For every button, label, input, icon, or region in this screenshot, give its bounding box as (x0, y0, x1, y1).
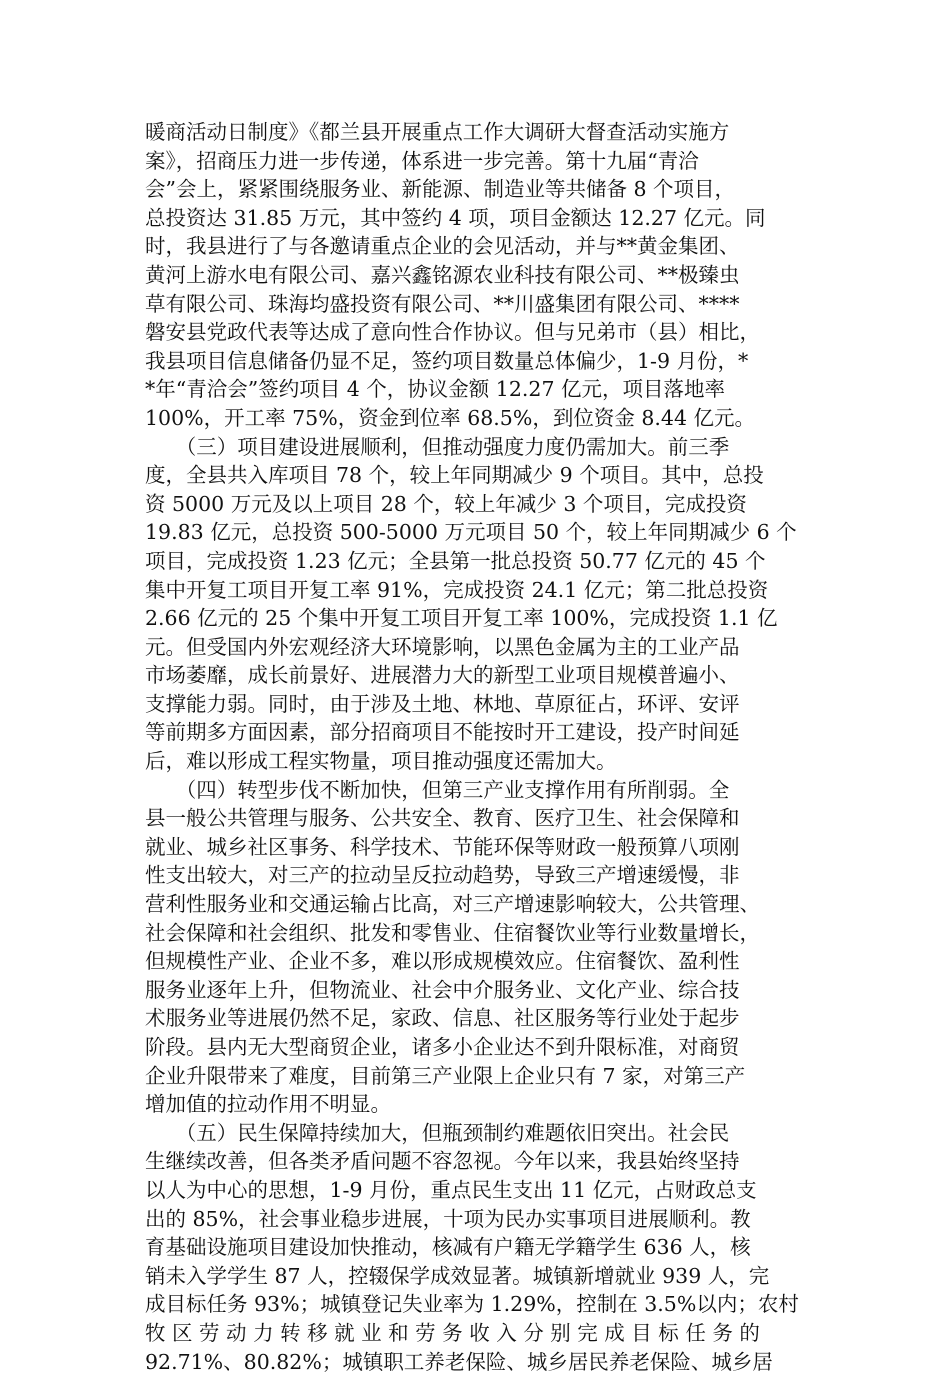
document-text-line: 磐安县党政代表等达成了意向性合作协议。但与兄弟市（县）相比， (145, 320, 760, 345)
document-text-line: 项目，完成投资 1.23 亿元；全县第一批总投资 50.77 亿元的 45 个 (145, 548, 766, 573)
document-text-line: 增加值的拉动作用不明显。 (145, 1092, 391, 1117)
document-text-line: 成目标任务 93%；城镇登记失业率为 1.29%，控制在 3.5%以内；农村 (145, 1292, 799, 1317)
document-text-line: 集中开复工项目开复工率 91%，完成投资 24.1 亿元；第二批总投资 (145, 577, 769, 602)
document-text-line: 县一般公共管理与服务、公共安全、教育、医疗卫生、社会保障和 (145, 806, 740, 831)
document-text-line: 100%，开工率 75%，资金到位率 68.5%，到位资金 8.44 亿元。 (145, 405, 756, 430)
document-text-line: 阶段。县内无大型商贸企业，诸多小企业达不到升限标准，对商贸 (145, 1035, 740, 1059)
document-text-line: 牧 区 劳 动 力 转 移 就 业 和 劳 务 收 入 分 别 完 成 目 标 任 务 的 (145, 1320, 760, 1345)
document-text-line: 以人为中心的思想，1-9 月份，重点民生支出 11 亿元，占财政总支 (145, 1177, 757, 1202)
document-text-line: 出的 85%，社会事业稳步进展，十项为民办实事项目进展顺利。教 (145, 1206, 751, 1231)
document-text-line: 销未入学学生 87 人，控辍保学成效显著。城镇新增就业 939 人，完 (145, 1263, 770, 1288)
document-text-line: 92.71%、80.82%；城镇职工养老保险、城乡居民养老保险、城乡居 (145, 1349, 773, 1374)
document-text-line: 案》，招商压力进一步传递，体系进一步完善。第十九届“青洽 (145, 148, 699, 173)
document-text-line: 服务业逐年上升，但物流业、社会中介服务业、文化产业、综合技 (145, 977, 740, 1002)
document-text-line: （三）项目建设进展顺利，但推动强度力度仍需加大。前三季 (145, 434, 730, 459)
document-text-line: 19.83 亿元，总投资 500-5000 万元项目 50 个，较上年同期减少 6 个 (145, 520, 797, 545)
document-text-line: 黄河上游水电有限公司、嘉兴鑫铭源农业科技有限公司、**极臻虫 (145, 262, 740, 287)
document-text-line: 术服务业等进展仍然不足，家政、信息、社区服务等行业处于起步 (145, 1006, 740, 1031)
document-text-line: 性支出较大，对三产的拉动呈反拉动趋势，导致三产增速缓慢，非 (145, 863, 740, 888)
document-text-line: 市场萎靡，成长前景好、进展潜力大的新型工业项目规模普遍小、 (145, 663, 740, 688)
document-text-line: 总投资达 31.85 万元，其中签约 4 项，项目金额达 12.27 亿元。同 (145, 205, 766, 230)
document-text-line: 暖商活动日制度》《都兰县开展重点工作大调研大督查活动实施方 (145, 120, 730, 144)
document-text-line: 支撑能力弱。同时，由于涉及土地、林地、草原征占，环评、安评 (145, 691, 740, 716)
document-text-line: （四）转型步伐不断加快，但第三产业支撑作用有所削弱。全 (145, 777, 730, 802)
document-text-line: 会”会上，紧紧围绕服务业、新能源、制造业等共储备 8 个项目， (145, 177, 736, 202)
document-text-line: 就业、城乡社区事务、科学技术、节能环保等财政一般预算八项刚 (145, 834, 740, 859)
document-text-line: 我县项目信息储备仍显不足，签约项目数量总体偏少，1-9 月份，* (145, 348, 749, 373)
document-text-line: 度，全县共入库项目 78 个，较上年同期减少 9 个项目。其中，总投 (145, 463, 764, 488)
document-text-line: *年“青洽会”签约项目 4 个，协议金额 12.27 亿元，项目落地率 (145, 377, 726, 402)
document-text-line: 营利性服务业和交通运输占比高，对三产增速影响较大，公共管理、 (145, 892, 760, 917)
document-text-line: 草有限公司、珠海均盛投资有限公司、**川盛集团有限公司、**** (145, 291, 740, 316)
document-text-line: （五）民生保障持续加大，但瓶颈制约难题依旧突出。社会民 (145, 1120, 730, 1145)
document-text-line: 后，难以形成工程实物量，项目推动强度还需加大。 (145, 749, 617, 774)
document-text-line: 育基础设施项目建设加快推动，核减有户籍无学籍学生 636 人，核 (145, 1235, 751, 1260)
document-text-line: 元。但受国内外宏观经济大环境影响，以黑色金属为主的工业产品 (145, 634, 740, 659)
document-text-line: 生继续改善，但各类矛盾问题不容忽视。今年以来，我县始终坚持 (145, 1149, 740, 1174)
document-body (145, 118, 810, 1376)
document-text-line: 等前期多方面因素，部分招商项目不能按时开工建设，投产时间延 (145, 720, 740, 745)
document-text-line: 资 5000 万元及以上项目 28 个，较上年减少 3 个项目，完成投资 (145, 491, 747, 516)
document-text-line: 2.66 亿元的 25 个集中开复工项目开复工率 100%，完成投资 1.1 亿 (145, 606, 778, 631)
document-text-line: 社会保障和社会组织、批发和零售业、住宿餐饮业等行业数量增长， (145, 920, 760, 945)
document-text-line: 但规模性产业、企业不多，难以形成规模效应。住宿餐饮、盈利性 (145, 949, 740, 974)
document-text-line: 企业升限带来了难度，目前第三产业限上企业只有 7 家，对第三产 (145, 1063, 746, 1088)
document-text-line: 时，我县进行了与各邀请重点企业的会见活动，并与**黄金集团、 (145, 234, 740, 259)
